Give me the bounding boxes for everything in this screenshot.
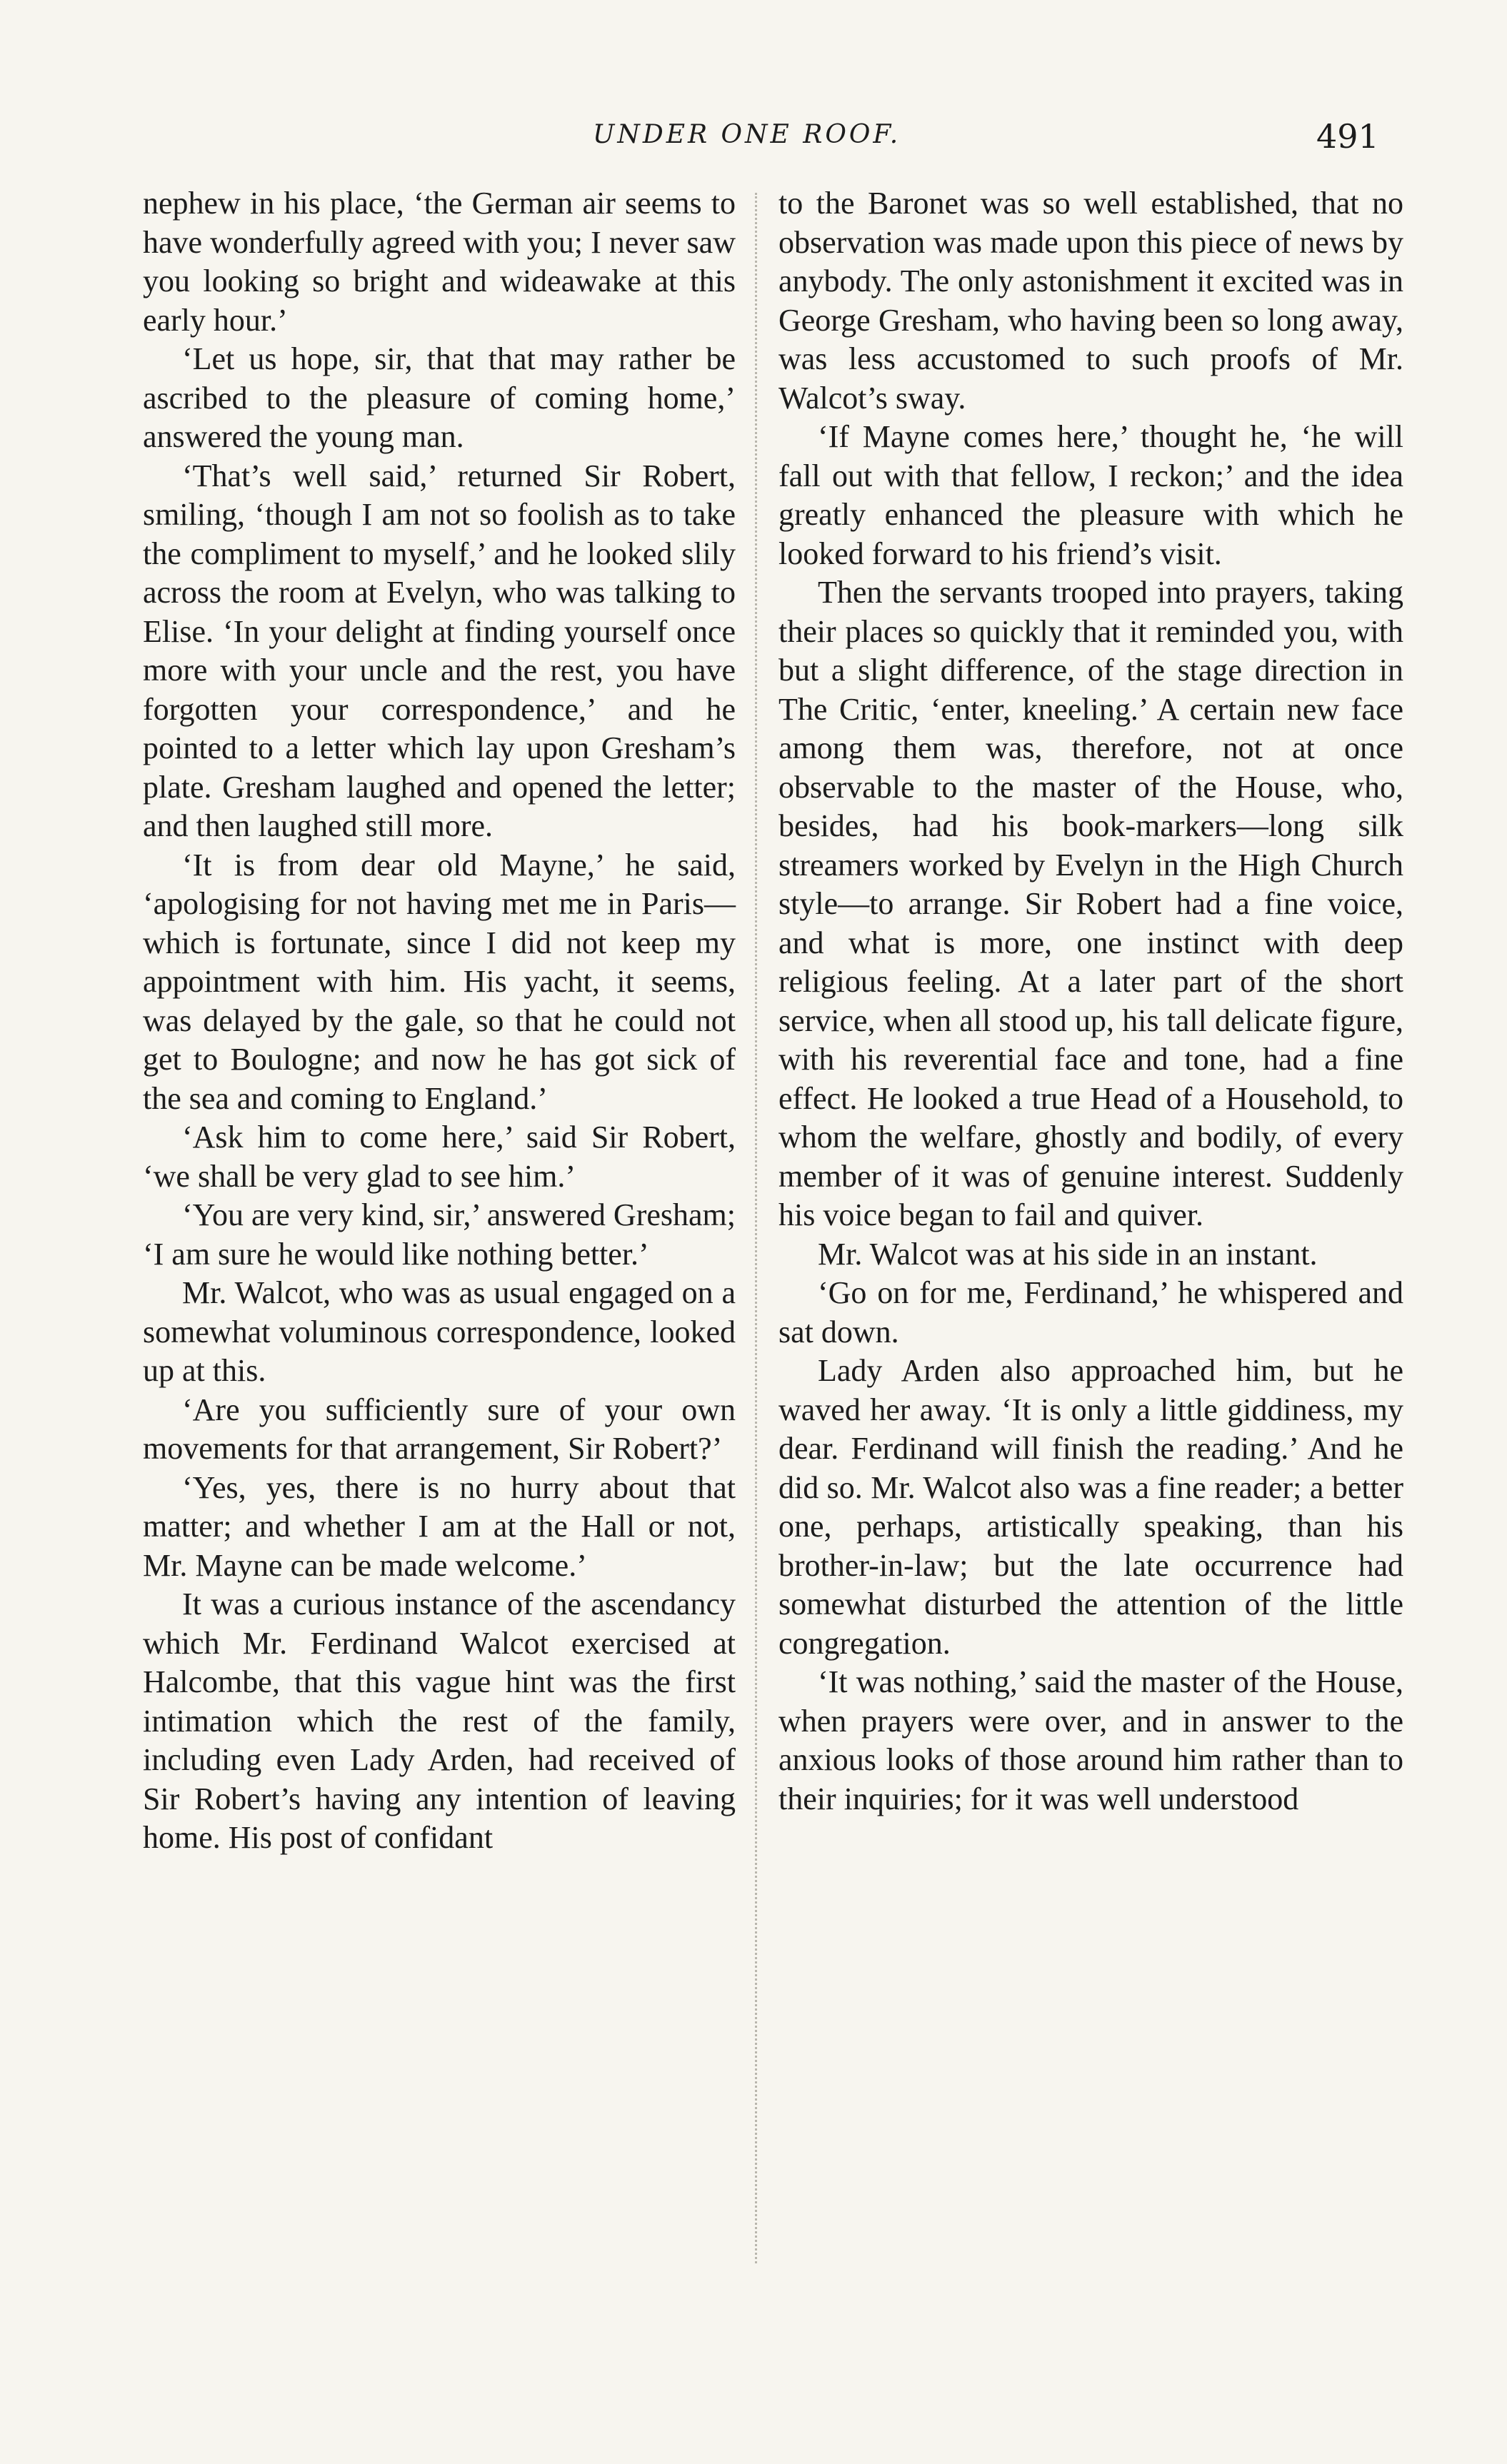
paragraph: ‘It is from dear old Mayne,’ he said, ‘apologising for not having met me in Paris—which is fortunate, since I did not keep my appointment with him. His yacht, it seems, was delayed by the gale, so that he could not get to Boulogne; and now he has got sick of the sea and coming to England.’ [143, 847, 736, 1116]
paragraph: ‘Let us hope, sir, that that may rather be ascribed to the pleasure of coming home,’ answered the young man. [143, 341, 736, 454]
paragraph: Then the servants trooped into prayers, taking their places so quickly that it reminded you, with but a slight difference, of the stage direction in The Critic, ‘enter, kneeling.’ A certain new face among them was, therefore, not at once observable to the master of the House, who, besides, had his book-markers—long silk streamers worked by Evelyn in the High Church style—to arrange. Sir Robert had a fine voice, and what is more, one instinct with deep religious feeling. At a later part of the short service, when all stood up, his tall delicate figure, with his reverential face and tone, had a fine effect. He looked a true Head of a Household, to whom the welfare, ghostly and bodily, of every member of it was of genuine interest. Suddenly his voice began to fail and quiver. [778, 575, 1403, 1232]
paragraph: to the Baronet was so well established, that no observation was made upon this piece of news by anybody. The only astonishment it excited was in George Gresham, who having been so long away, was less accustomed to such proofs of Mr. Walcot’s sway. [778, 186, 1403, 416]
paragraph: Mr. Walcot was at his side in an instant. [818, 1236, 1318, 1272]
right-column [778, 184, 1403, 1819]
page-header [0, 117, 1507, 170]
paragraph: ‘It was nothing,’ said the master of the House, when prayers were over, and in answer to the anxious looks of those around him rather than to their inquiries; for it was well understood [778, 1664, 1403, 1816]
paragraph: ‘Go on for me, Ferdinand,’ he whispered and sat down. [778, 1275, 1403, 1349]
paragraph: nephew in his place, ‘the German air seems to have wonderfully agreed with you; I never saw you looking so bright and wideawake at this early hour.’ [143, 186, 736, 338]
paragraph: ‘Ask him to come here,’ said Sir Robert, ‘we shall be very glad to see him.’ [143, 1120, 736, 1194]
paragraph: ‘If Mayne comes here,’ thought he, ‘he will fall out with that fellow, I reckon;’ and the idea greatly enhanced the pleasure with which he looked forward to his friend’s visit. [778, 419, 1403, 571]
left-column [143, 184, 736, 1858]
paragraph: ‘You are very kind, sir,’ answered Gresham; ‘I am sure he would like nothing better.’ [143, 1197, 736, 1272]
paragraph: ‘That’s well said,’ returned Sir Robert, smiling, ‘though I am not so foolish as to take the compliment to myself,’ and he looked slily across the room at Evelyn, who was talking to Elise. ‘In your delight at finding yourself once more with your uncle and the rest, you have forgotten your correspondence,’ and he pointed to a letter which lay upon Gresham’s plate. Gresham laughed and opened the letter; and then laughed still more. [143, 458, 736, 843]
paragraph: ‘Yes, yes, there is no hurry about that matter; and whether I am at the Hall or not, Mr. Mayne can be made welcome.’ [143, 1469, 736, 1583]
column-divider [755, 193, 757, 2263]
paragraph: Lady Arden also approached him, but he waved her away. ‘It is only a little giddiness, my dear. Ferdinand will finish the reading.’ And he did so. Mr. Walcot also was a fine reader; a better one, perhaps, artistically speaking, than his brother-in-law; but the late occurrence had somewhat disturbed the attention of the little congregation. [778, 1353, 1403, 1661]
page-number: 491 [1316, 117, 1379, 156]
paragraph: ‘Are you sufficiently sure of your own movements for that arrangement, Sir Robert?’ [143, 1392, 736, 1466]
running-title: UNDER ONE ROOF. [593, 120, 901, 149]
paragraph: It was a curious instance of the ascendancy which Mr. Ferdinand Walcot exercised at Halcombe, that this vague hint was the first intimation which the rest of the family, including even Lady Arden, had received of Sir Robert’s having any intention of leaving home. His post of confidant [143, 1586, 736, 1855]
paragraph: Mr. Walcot, who was as usual engaged on a somewhat voluminous correspondence, looked up at this. [143, 1275, 736, 1388]
